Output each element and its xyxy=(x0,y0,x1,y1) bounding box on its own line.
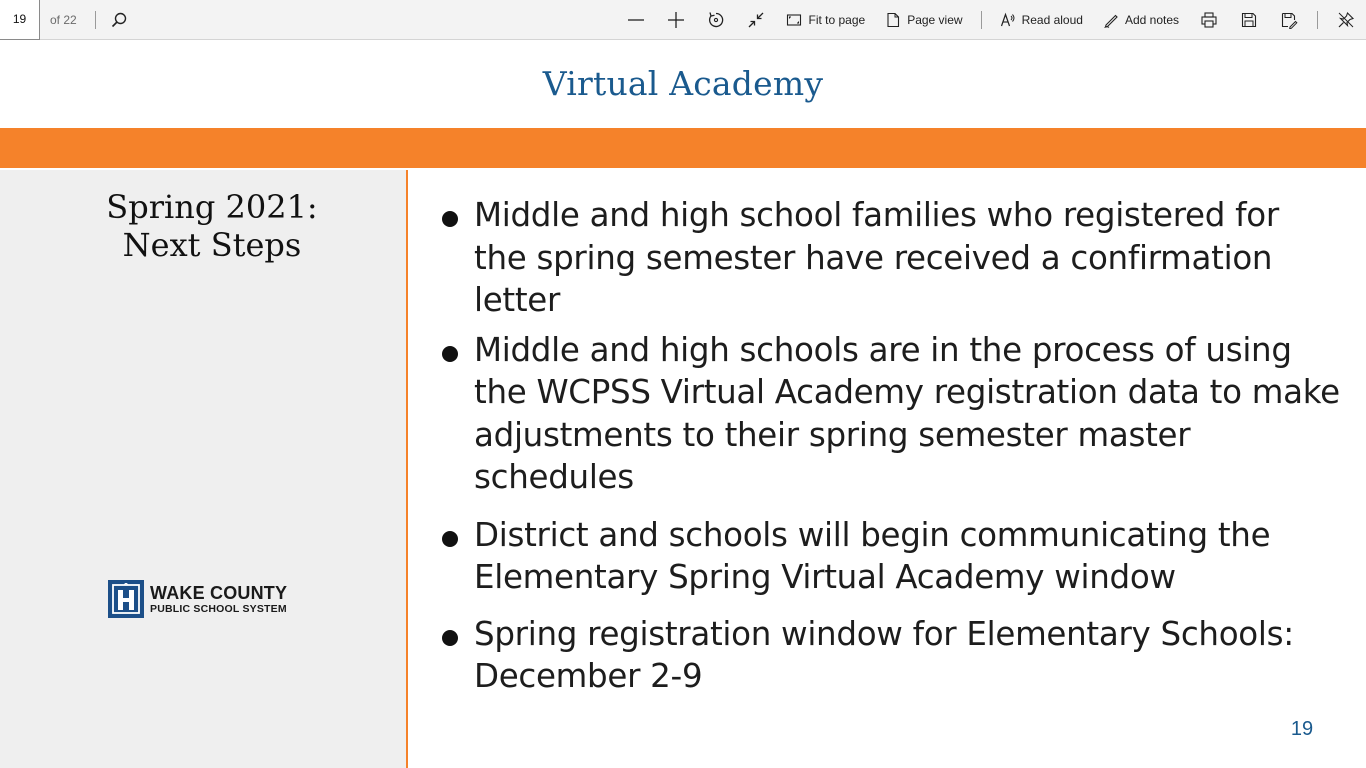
slide-title: Virtual Academy xyxy=(542,64,824,103)
toolbar-divider xyxy=(95,11,96,29)
page-view-icon xyxy=(885,12,901,28)
bullet-item xyxy=(440,194,1340,322)
fit-to-page-label: Fit to page xyxy=(808,13,866,27)
logo-line2: PUBLIC SCHOOL SYSTEM xyxy=(150,602,287,615)
logo-line1: WAKE COUNTY xyxy=(150,582,288,603)
zoom-out-icon[interactable] xyxy=(616,0,656,40)
toolbar-divider xyxy=(1317,11,1318,29)
section-heading-line2: Next Steps xyxy=(122,226,302,264)
pin-icon[interactable] xyxy=(1326,0,1366,40)
section-heading-line1: Spring 2021: xyxy=(106,188,318,226)
bullet-dot-icon xyxy=(442,346,458,362)
read-aloud-label: Read aloud xyxy=(1021,13,1083,27)
add-notes-label: Add notes xyxy=(1124,13,1179,27)
page-view-label: Page view xyxy=(907,13,963,27)
fit-to-page-button[interactable] xyxy=(776,0,875,40)
toolbar-divider xyxy=(981,11,982,29)
bullet-text: Spring registration window for Elementary Schools: December 2-9 xyxy=(474,614,1294,695)
collapse-icon[interactable] xyxy=(736,0,776,40)
bullet-dot-icon xyxy=(442,630,458,646)
wcpss-logo xyxy=(108,580,287,618)
bullet-item xyxy=(440,613,1340,698)
page-total-label: of 22 xyxy=(50,12,77,27)
add-notes-button[interactable] xyxy=(1093,0,1189,40)
bullet-dot-icon xyxy=(442,531,458,547)
school-emblem-icon xyxy=(108,580,144,618)
rotate-icon[interactable] xyxy=(696,0,736,40)
bullet-text: Middle and high school families who registered for the spring semester have received a confirmation letter xyxy=(474,196,1279,319)
slide-number: 19 xyxy=(1290,718,1314,740)
fit-to-page-icon xyxy=(786,12,802,28)
orange-accent-band xyxy=(0,128,1366,168)
read-aloud-button[interactable] xyxy=(990,0,1093,40)
search-icon[interactable] xyxy=(108,0,130,40)
bullet-item xyxy=(440,329,1340,499)
zoom-in-icon[interactable] xyxy=(656,0,696,40)
pen-icon xyxy=(1103,12,1119,28)
bullet-text: District and schools will begin communicating the Elementary Spring Virtual Academy window xyxy=(474,515,1271,596)
page-number-input[interactable]: 19 xyxy=(0,0,40,40)
pdf-page xyxy=(0,40,1366,768)
bullet-text: Middle and high schools are in the process of using the WCPSS Virtual Academy registration data to make adjustments to their spring semester master schedules xyxy=(474,330,1340,496)
save-as-icon[interactable] xyxy=(1269,0,1309,40)
bullet-list xyxy=(440,194,1340,698)
pdf-toolbar xyxy=(0,0,1366,40)
read-aloud-icon xyxy=(1000,12,1016,28)
print-icon[interactable] xyxy=(1189,0,1229,40)
bullet-item xyxy=(440,514,1340,599)
bullet-dot-icon xyxy=(442,211,458,227)
page-view-button[interactable] xyxy=(875,0,972,40)
save-icon[interactable] xyxy=(1229,0,1269,40)
logo-text xyxy=(150,584,287,615)
section-heading xyxy=(0,188,424,264)
